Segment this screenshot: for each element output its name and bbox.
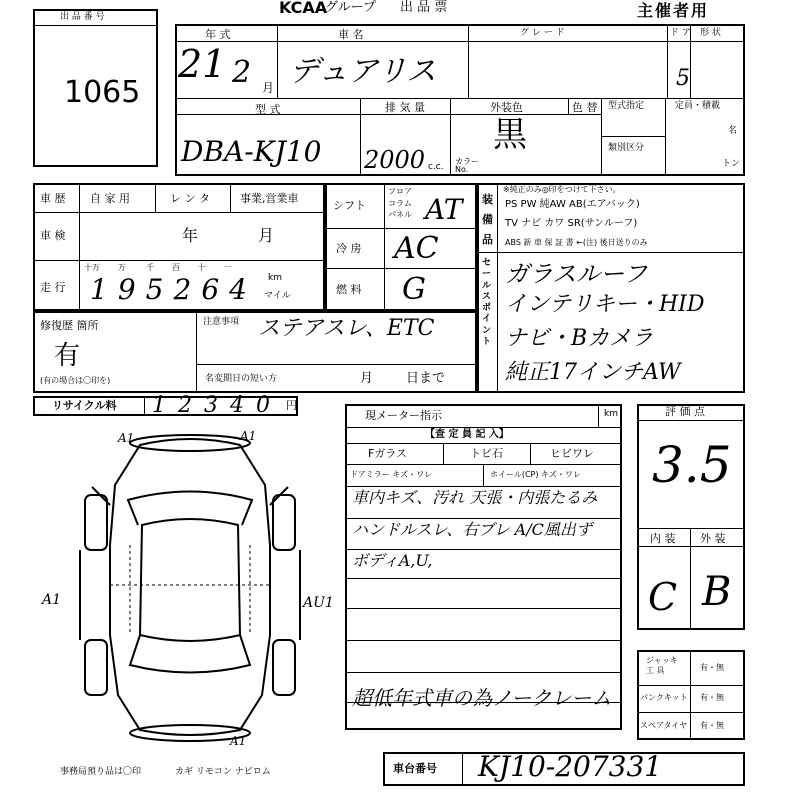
repair-label: 修復歴 箇所 [40,319,99,332]
left-mirror [92,487,288,505]
diagram-mark-right: AU1 [303,595,334,611]
meter-km-label: km [604,409,618,419]
crack-label: ヒビワレ [550,447,594,460]
puncture-yes-no: 有・無 [700,693,724,702]
recycle-value: 12340 [152,393,282,418]
chassis-value: KJ10-207331 [478,750,663,783]
month-value: 2 [232,55,252,90]
mileage-label: 走 行 [40,281,66,294]
diagram-mark-front-right: A1 [240,429,257,443]
inspection-label: 車 検 [40,229,66,242]
shape-label: 形 状 [700,28,721,38]
ac-value: AC [394,231,439,266]
note-line-2: ハンドルスレ、右ブレ A/C風出ず [352,520,592,539]
office-items-label: 事務局預り品は〇印 [60,767,142,777]
km-label: km [268,273,282,283]
frame-note: 超低年式車の為ノークレーム [352,686,612,710]
car-name-label: 車 名 [338,28,364,41]
host-label: 主催者用 [637,1,710,20]
car-body-outline [110,439,270,735]
note-line-1: 車内キズ、汚れ 天張・内張たるみ [352,488,598,507]
diagram-mark-front-left: A1 [118,431,135,445]
inspection-month: 月 [258,226,275,245]
lot-number: 1065 [64,75,141,110]
miles-label: マイル [264,291,291,301]
doors-value: 5 [676,66,690,91]
model-label: 型 式 [255,103,281,116]
equipment-label: 装 備 品 [482,193,493,246]
assessment-label: 【査 定 員 記 入】 [425,429,509,440]
car-damage-diagram [30,425,330,755]
month-unit: 月 [262,81,275,95]
sales-points-label: セールスポイント [482,258,492,347]
note-line-3: ボディA,U, [352,551,433,570]
displacement-value: 2000 [364,146,426,174]
model-value: DBA-KJ10 [181,135,322,168]
sheet-title: 出 品 票 [400,0,448,15]
jack-label: ジャッキ 工 具 [646,656,678,676]
year-type-label: 年 式 [205,28,231,41]
mileage-digit-labels: 十万 万 千 百 十 一 [84,263,232,272]
shift-options: フロア コラム パネル [388,187,412,220]
equipment-note: ※純正のみ◎印をつけて下さい。 [503,185,621,194]
fuel-value: G [402,272,426,307]
yen-label: 円 [286,399,297,412]
sales-point-4: 純正17インチAW [505,360,681,385]
color-change-label: 色 替 [572,101,598,114]
name-change-day: 日まで [406,371,446,386]
score-label: 評 価 点 [665,405,705,418]
caution-label: 注意事項 [203,317,240,327]
recycle-label: リサイクル料 [52,399,117,412]
jack-yes-no: 有・無 [700,663,724,672]
chassis-label: 車台番号 [393,762,437,775]
shift-label: シフト [333,199,366,212]
displacement-label: 排 気 量 [385,101,425,114]
spare-yes-no: 有・無 [700,721,724,730]
name-change-label: 名変期日の短い方 [205,374,278,384]
ac-label: 冷 房 [336,242,362,255]
diagram-mark-left: A1 [42,592,62,608]
score-value: 3.5 [652,436,732,494]
grade-label: グ レ ー ド [520,28,565,38]
exterior-label: 外 装 [700,532,726,545]
fuel-label: 燃 料 [336,283,362,296]
repair-note: (有の場合は〇印を) [40,376,111,385]
puncture-label: パンクキット [640,693,688,702]
interior-label: 内 装 [650,532,676,545]
cc-label: c.c. [428,162,444,172]
rear-right-wheel [273,640,295,695]
year-value: 21 [178,42,227,86]
rear-left-wheel [85,640,107,695]
interior-value: C [648,575,678,619]
color-value: 黒 [493,115,527,155]
persons-label: 名 [728,126,738,136]
logo: KCAA [279,0,328,17]
caution-value: ステアスレ、ETC [258,316,435,341]
exterior-color-label: 外装色 [490,101,523,114]
shift-value: AT [425,193,463,226]
group-label: グループ [325,0,376,15]
doors-label: ド ア [670,28,691,38]
capacity-label: 定員・積載 [675,101,721,111]
office-items-list: カギ リモコン ナビロム [175,767,271,777]
name-change-month: 月 [360,371,374,386]
private-option: 自 家 用 [90,192,130,205]
mirror-label: ドアミラー キズ・ワレ [350,470,433,479]
roof-outline [140,519,240,641]
model-designation-label: 型式指定 [608,101,645,111]
equipment-line-1: PS PW 純AW AB(エアバック) [505,199,640,210]
car-name-value: デュアリス [289,54,437,89]
front-left-wheel [85,495,107,550]
history-label: 車 歴 [40,192,66,205]
windshield-label: Fガラス [368,447,407,460]
lot-label: 出 品 番 号 [60,12,105,22]
meter-label: 現メーター指示 [365,409,442,422]
sales-point-2: インテリキー・HID [505,292,705,317]
equipment-line-2: TV ナビ カワ SR(サンルーフ) [505,218,638,229]
repair-value: 有 [54,341,81,371]
color-no-label: カラー No. [455,157,479,174]
sales-point-3: ナビ・Bカメラ [505,326,654,351]
chip-label: トビ石 [470,447,503,460]
equipment-line-3: ABS 新 車 保 証 書 ←(注) 後日送りのみ [505,238,648,247]
rental-option: レ ン タ [170,192,210,205]
left-side-panel [80,550,300,640]
tons-label: トン [722,159,741,169]
classification-label: 類別区分 [608,143,645,153]
wheel-label: ホイール(CP) キズ・ワレ [490,470,581,479]
inspection-year: 年 [182,226,199,245]
sales-point-1: ガラスルーフ [505,260,648,288]
exterior-value: B [702,569,732,615]
front-right-wheel [273,495,295,550]
spare-label: スペアタイヤ [640,721,688,730]
diagram-mark-rear: A1 [230,734,247,748]
mileage-value: 195264 [90,273,257,306]
business-option: 事業,営業車 [240,192,299,205]
